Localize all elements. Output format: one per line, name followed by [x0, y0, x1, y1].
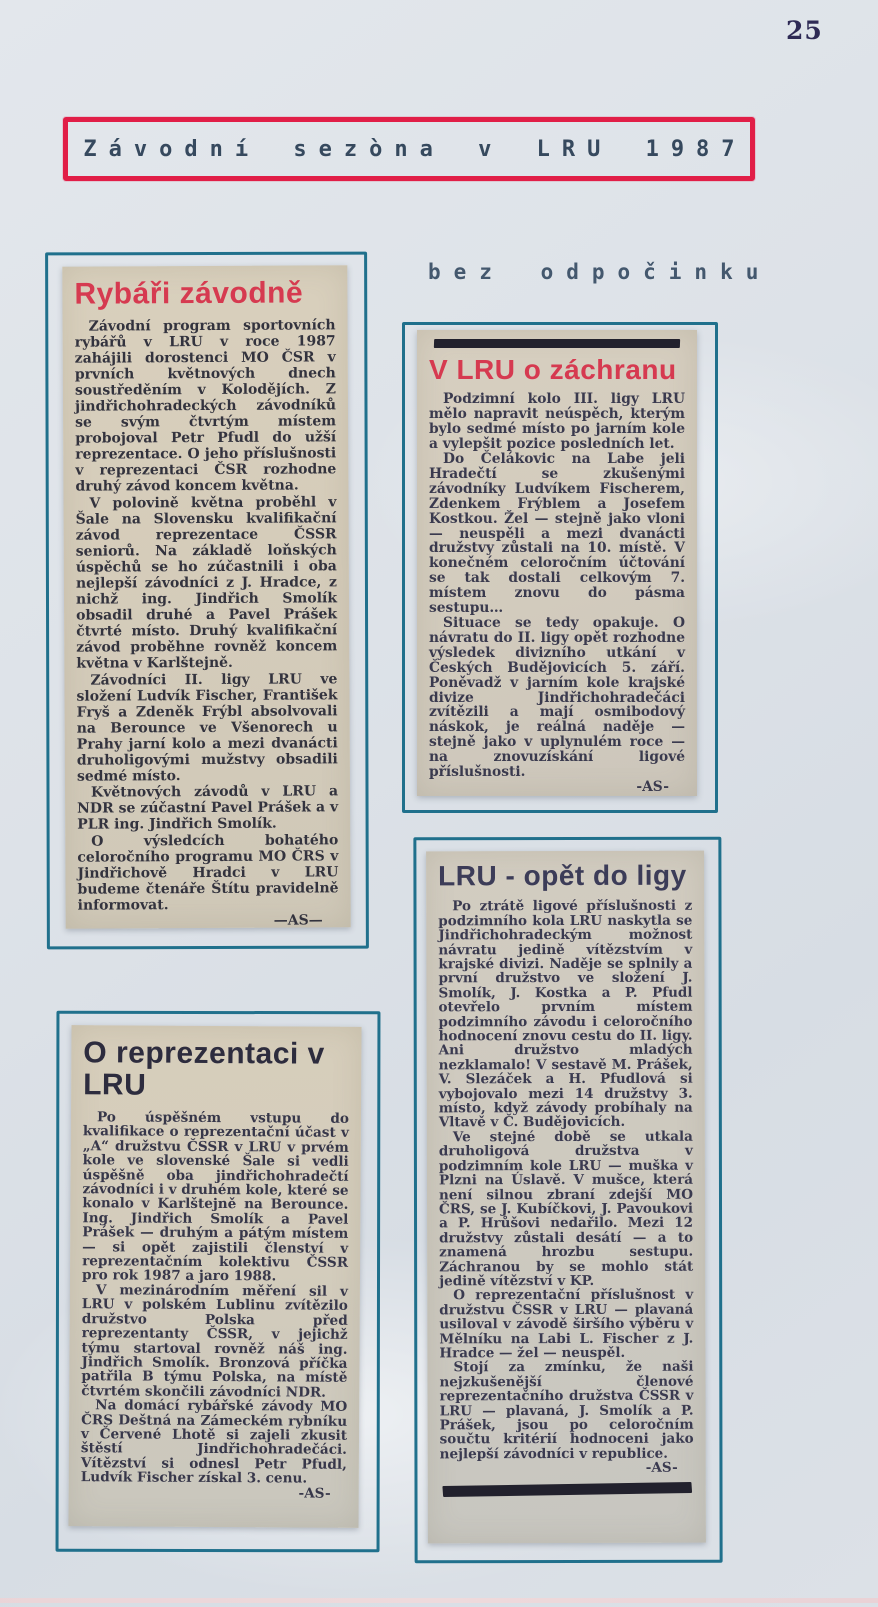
clipping-paragraph: O reprezentační příslušnost v družstvu ČSSR v LRU — plavaná usiloval v závodě širšího výběru v Mělníku na Labi L. Fischer z J. Hradce — žel — neuspěl.: [439, 1287, 694, 1362]
clipping-paragraph: Do Čelákovic na Labe jeli Hradečtí se zkušenými závodníky Ludvíkem Fischerem, Zdenkem Frýblem a Josefem Kostkou. Žel — stejně jako vloni — neuspěli a mezi dvanácti družstvy zůstali na 10. místě. V konečném celoročním účtování se tak dostali celkovým 7. místem znovu do pásma sestupu…: [429, 451, 685, 617]
clipping-rybari-zavodne: [62, 265, 350, 928]
page-title-box: [63, 117, 755, 181]
clipping-headline: V LRU o záchranu: [429, 354, 677, 385]
page-number: 25: [786, 16, 823, 45]
clipping-paragraph: Ve stejné době se utkala druholigová družstva v podzimním kole LRU — muška v Plzni na Úslavě. V mušce, která není silnou zbraní zdejší MO ČRS, se J. Kubíčkovi, J. Pavoukovi a P. Hrůšovi nedařilo. Mezi 12 družstvy zůstali desátí — a to znamená hrozbu sestupu. Záchranou by se mohlo stát jedině vítězství v KP.: [438, 1128, 694, 1290]
ink-bar-bottom: [442, 1482, 692, 1497]
clipping-v-lru-o-zachranu: [417, 330, 697, 796]
clipping-paragraph: Stojí za zmínku, že naši nejzkušenější členové reprezentačního družstva ČSSR v LRU — plavaná, J. Smolík a P. Prášek, jsou po celoročním součtu kritérií hodnoceni jako nejlepší závodníci v republice.: [439, 1359, 694, 1463]
page-title: Závodní sezòna v LRU 1987: [83, 136, 747, 162]
clipping-paragraph: Po úspěšném vstupu do kvalifikace o reprezentační účast v „A“ družstvu ČSSR v LRU v prvém kole ve slovenské Šale si vedli úspěšně oba jindřichohradečtí závodníci i v druhém kole, které se konalo v Karlštejně na Berounce. Ing. Jindřich Smolík a Pavel Prášek — druhým a pátým místem — si opět zajistili členství v reprezentačním kolektivu ČSSR pro rok 1987 a jaro 1988.: [81, 1109, 350, 1285]
clipping-paragraph: Závodníci II. ligy LRU ve složení Ludvík Fischer, František Fryš a Zdeněk Frýbl absolvovali na Berounce ve Všenorech u Prahy jarní kolo a mezi dvanácti druholigovými mužstvy obsadili sedmé místo.: [76, 670, 338, 785]
clipping-paragraph: Situace se tedy opakuje. O návratu do II. ligy opět rozhodne výsledek divizního utkání v Českých Budějovicích 5. září. Poněvadž v jarním kole krajské divize Jindřichohradečáci zvítězili a mají osmibodový náskok, je reálná naděje — stejně jako v uplynulém roce — na znovuzískání ligové příslušnosti.: [429, 614, 685, 781]
clipping-paragraph: Květnových závodů v LRU a NDR se zúčastní Pavel Prášek a v PLR ing. Jindřich Smolík.: [77, 783, 339, 834]
clipping-paragraph: Po ztrátě ligové příslušnosti z podzimního kola LRU naskytla se Jindřichohradeckým možnost návratu jedině vítězstvím v krajské divizi. Naděje se splnily a první družstvo ve složení J. Smolík, J. Kostka a P. Pfudl otevřelo prvním místem podzimního závodu i celoročního hodnocení znovu cestu do II. ligy. Ani družstvo mladých nezklamalo! V sestavě M. Prášek, V. Slezáček a H. Pfudlová si vybojovalo mezi 14 družstvy 3. místo, když závody probíhaly na Vltavě v Č. Budějovicích.: [438, 898, 693, 1131]
clipping-headline: O reprezentaci v LRU: [83, 1036, 325, 1102]
clipping-signature: -AS-: [298, 1485, 331, 1502]
typed-subtitle: bez odpočinku: [428, 260, 772, 284]
clipping-paragraph: Závodní program sportovních rybářů v LRU v roce 1987 zahájili dorostenci MO ČSR v prvních květnových dnech soustředěním v Kolodějích. Z jindřichohradeckých závodníků se svým čtvrtým místem probojoval Petr Pfudl do užší reprezentace. O jeho příslušnosti v reprezentaci ČSR rozhodne druhý závod koncem května.: [74, 316, 337, 496]
clipping-signature: -AS-: [645, 1459, 678, 1477]
clipping-paragraph: V polovině května proběhl v Šale na Slovensku kvalifikační závod reprezentace ČSSR seniorů. Na základě loňských úspěchů se ho zúčastnili i oba nejlepší závodníci z J. Hradce, z nichž ing. Jindřich Smolík obsadil druhé a Pavel Prášek čtvrté místo. Druhý kvalifikační závod proběhne rovněž koncem května v Karlštejně.: [75, 493, 338, 673]
clipping-paragraph: Na domácí rybářské závody MO ČRS Deštná na Zámeckém rybníku v Červené Lhotě si zajeli zkusit štěstí Jindřichohradečáci. Vítězství si odnesl Petr Pfudl, Ludvík Fischer získal 3. cenu.: [80, 1397, 348, 1487]
ink-bar-top: [434, 339, 680, 348]
clipping-headline: LRU - opět do ligy: [438, 859, 687, 892]
clipping-paragraph: O výsledcích bohatého celoročního programu MO ČRS v Jindřichově Hradci v LRU budeme čtenáře Štítu pravidelně informovat.: [77, 831, 339, 914]
clipping-paragraph: V mezinárodním měření sil v LRU v polském Lublinu zvítězilo družstvo Polska před reprezentanty ČSSR, v jejichž týmu startoval rovněž náš ing. Jindřich Smolík. Bronzová příčka patřila B týmu Polska, na místě čtvrtém skončili závodníci NDR.: [81, 1282, 348, 1401]
clipping-o-reprezentaci-v-lru: [68, 1025, 361, 1528]
clipping-signature: —AS—: [273, 912, 323, 929]
clipping-headline: Rybáři závodně: [74, 276, 304, 311]
clipping-paragraph: Podzimní kolo III. ligy LRU mělo napravit neúspěch, kterým bylo sedmé místo po jarním kole a vylepšit pozice posledních let.: [429, 391, 685, 453]
clipping-signature: -AS-: [636, 778, 669, 795]
scan-bottom-edge: [0, 1598, 878, 1603]
clipping-lru-opet-do-ligy: [426, 851, 706, 1544]
